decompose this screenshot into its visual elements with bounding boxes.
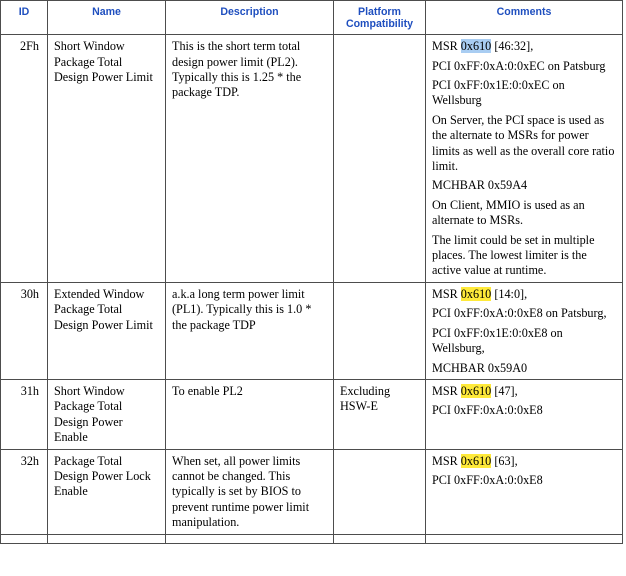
cell-description: When set, all power limits cannot be changed. This typically is set by BIOS to prevent runtime power limit manipulation. xyxy=(166,449,334,534)
cell-name: Extended Window Package Total Design Power Limit xyxy=(48,282,166,379)
table-row-partial xyxy=(1,534,623,543)
cell-empty xyxy=(48,534,166,543)
cell-id: 2Fh xyxy=(1,35,48,283)
search-highlight[interactable]: 0x610 xyxy=(460,383,492,398)
comment-line: On Client, MMIO is used as an alternate to MSRs. xyxy=(432,197,585,228)
cell-empty xyxy=(166,534,334,543)
cell-id: 30h xyxy=(1,282,48,379)
header-row xyxy=(1,1,623,35)
cell-name: Package Total Design Power Lock Enable xyxy=(48,449,166,534)
header-name: Name xyxy=(48,1,166,35)
comment-line: PCI 0xFF:0xA:0:0xEC on Patsburg xyxy=(432,58,606,73)
cell-comments xyxy=(426,379,623,449)
table-row xyxy=(1,379,623,449)
comment-line: PCI 0xFF:0xA:0:0xE8 xyxy=(432,403,543,418)
cell-description: To enable PL2 xyxy=(166,379,334,449)
cell-platform xyxy=(334,35,426,283)
cell-name: Short Window Package Total Design Power Enable xyxy=(48,379,166,449)
comment-line: MCHBAR 0x59A4 xyxy=(432,178,528,193)
header-id: ID xyxy=(1,1,48,35)
search-highlight[interactable]: 0x610 xyxy=(460,286,492,301)
comment-line: MCHBAR 0x59A0 xyxy=(432,360,528,375)
cell-comments xyxy=(426,282,623,379)
search-highlight[interactable]: 0x610 xyxy=(460,453,492,468)
cell-name: Short Window Package Total Design Power Limit xyxy=(48,35,166,283)
cell-id: 32h xyxy=(1,449,48,534)
comment-line: MSR 0x610 [14:0], xyxy=(432,286,528,301)
cell-empty xyxy=(334,534,426,543)
comment-line: MSR 0x610 [46:32], xyxy=(432,39,534,54)
cell-description: This is the short term total design power limit (PL2). Typically this is 1.25 * the package TDP. xyxy=(166,35,334,283)
comment-line: PCI 0xFF:0x1E:0:0xE8 on Wellsburg, xyxy=(432,325,563,356)
comment-line: MSR 0x610 [63], xyxy=(432,453,518,468)
table-row xyxy=(1,35,623,283)
comment-line: PCI 0xFF:0xA:0:0xE8 on Patsburg, xyxy=(432,306,607,321)
comment-line: PCI 0xFF:0xA:0:0xE8 xyxy=(432,472,543,487)
header-description: Description xyxy=(166,1,334,35)
cell-empty xyxy=(1,534,48,543)
comment-line: PCI 0xFF:0x1E:0:0xEC on Wellsburg xyxy=(432,78,565,108)
cell-id: 31h xyxy=(1,379,48,449)
cell-description: a.k.a long term power limit (PL1). Typically this is 1.0 * the package TDP xyxy=(166,282,334,379)
table-row xyxy=(1,282,623,379)
cell-platform xyxy=(334,449,426,534)
cell-platform: Excluding HSW-E xyxy=(334,379,426,449)
cell-platform xyxy=(334,282,426,379)
header-platform: Platform Compatibility xyxy=(334,1,426,35)
cell-empty xyxy=(426,534,623,543)
header-comments: Comments xyxy=(426,1,623,35)
comment-line: On Server, the PCI space is used as the alternate to MSRs for power limits as well as the overall core ratio limit. xyxy=(432,112,615,174)
cell-comments xyxy=(426,449,623,534)
comment-line: MSR 0x610 [47], xyxy=(432,383,518,398)
comment-line: The limit could be set in multiple places. The lowest limiter is the active value at runtime. xyxy=(432,232,595,278)
cell-comments xyxy=(426,35,623,283)
table-row xyxy=(1,449,623,534)
search-highlight-selected[interactable]: 0x610 xyxy=(460,39,492,54)
